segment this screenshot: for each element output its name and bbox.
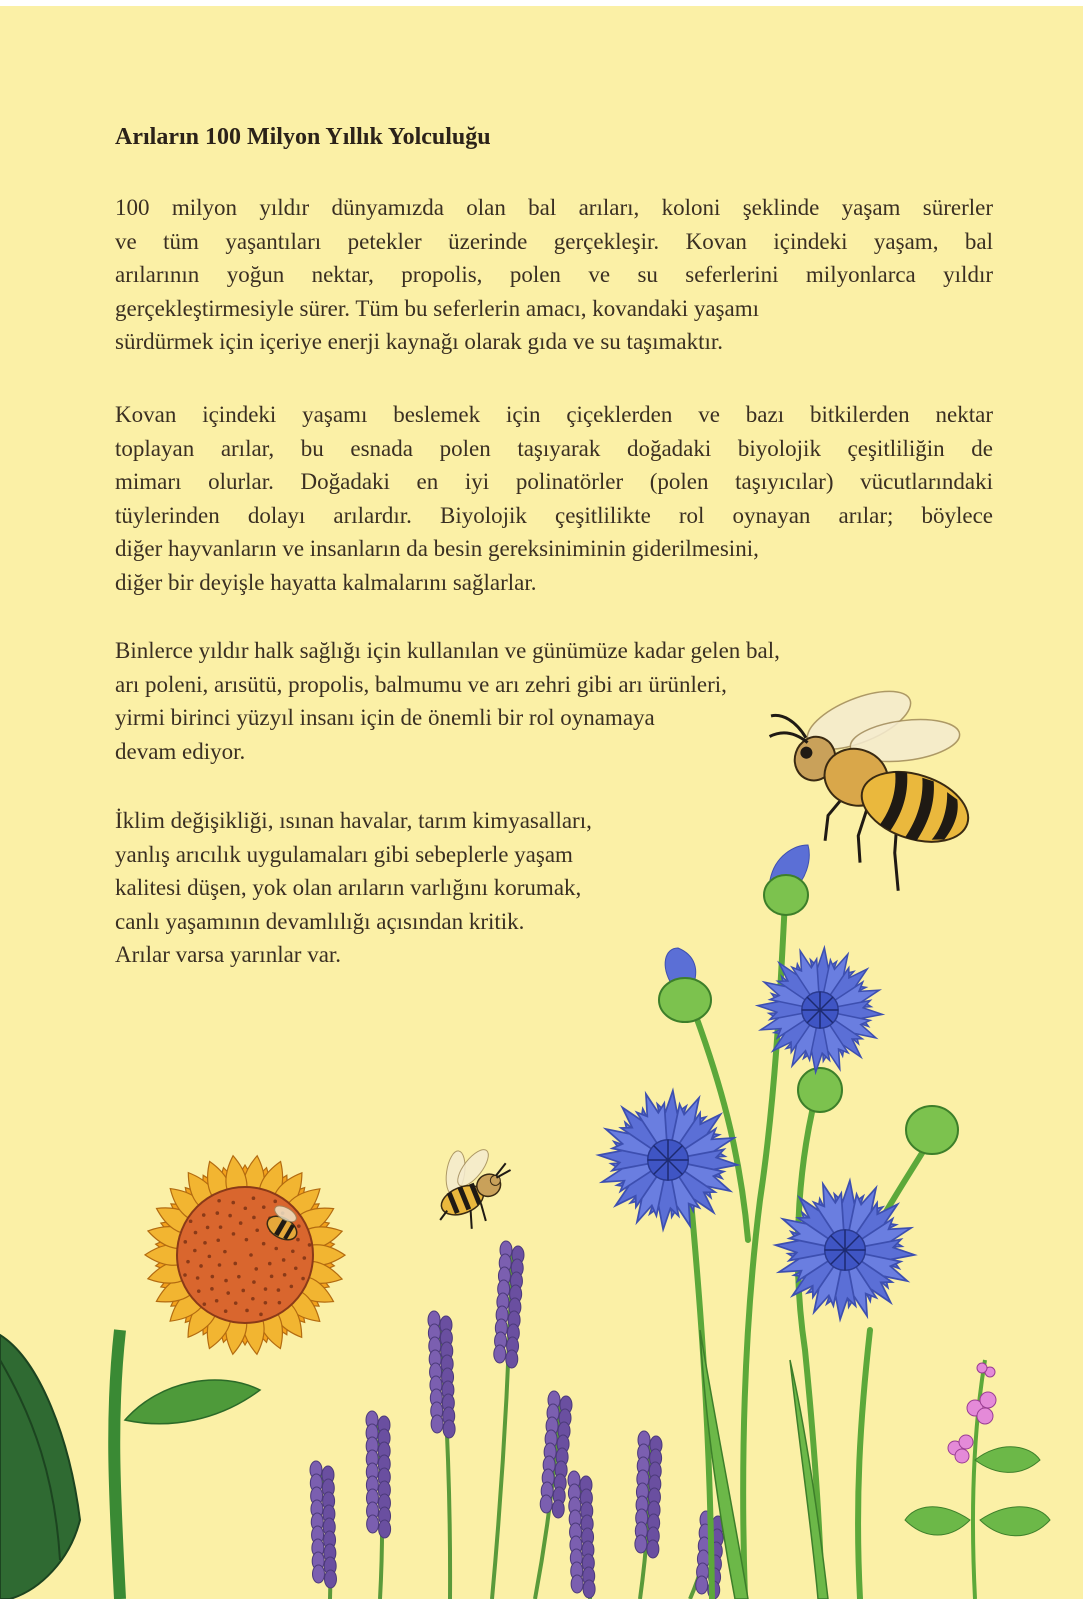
- text-line: gerçekleştirmesiyle sürer. Tüm bu seferlerin amacı, kovandaki yaşamı: [115, 295, 759, 321]
- paragraph-2: [115, 398, 993, 599]
- text-line: yirmi birinci yüzyıl insanı için de önemli bir rol oynamaya: [115, 705, 655, 730]
- text-line: toplayan arılar, bu esnada polen taşıyarak doğadaki biyolojik çeşitliliğin de: [115, 435, 993, 461]
- text-line: diğer hayvanların ve insanların da besin gereksiniminin giderilmesini,: [115, 536, 759, 561]
- text-line: 100 milyon yıldır dünyamızda olan bal arıları, koloni şeklinde yaşam sürerler: [115, 195, 993, 220]
- lavender-icon: [310, 1241, 724, 1599]
- text-line: sürdürmek için içeriye enerji kaynağı olarak gıda ve su taşımaktır.: [115, 329, 724, 354]
- paragraph-1: [115, 191, 993, 359]
- text-line: devam ediyor.: [115, 738, 246, 764]
- text-line: arılarının yoğun nektar, propolis, polen ve su seferlerini milyonlarca yıldır: [115, 262, 993, 287]
- cornflower-icon: [597, 947, 915, 1321]
- page-title: Arıların 100 Milyon Yıllık Yolculuğu: [115, 124, 491, 150]
- paragraph-3: [115, 634, 935, 768]
- pink-wildflower-icon: [905, 1360, 1050, 1599]
- sunflower-icon: [145, 1154, 345, 1355]
- text-line: tüylerinden dolayı arılardır. Biyolojik çeşitlilikte rol oynayan arılar; böylece: [115, 502, 993, 528]
- text-line: Binlerce yıldır halk sağlığı için kullanılan ve günümüze kadar gelen bal,: [115, 638, 780, 663]
- text-line: diğer bir deyişle hayatta kalmalarını sağlarlar.: [115, 569, 537, 595]
- text-line: İklim değişikliği, ısınan havalar, tarım kimyasalları,: [115, 808, 592, 833]
- paragraph-4: [115, 804, 735, 972]
- text-line: ve tüm yaşantıları petekler üzerinde gerçekleşir. Kovan içindeki yaşam, bal: [115, 228, 993, 254]
- text-line: yanlış arıcılık uygulamaları gibi sebeplerle yaşam: [115, 841, 573, 867]
- text-line: mimarı olurlar. Doğadaki en iyi polinatörler (polen taşıyıcılar) vücutlarındaki: [115, 469, 993, 494]
- text-line: Kovan içindeki yaşamı beslemek için çiçeklerden ve bazı bitkilerden nektar: [115, 402, 993, 427]
- text-line: canlı yaşamının devamlılığı açısından kritik.: [115, 908, 525, 934]
- text-line: arı poleni, arısütü, propolis, balmumu ve arı zehri gibi arı ürünleri,: [115, 671, 727, 697]
- text-line: Arılar varsa yarınlar var.: [115, 942, 342, 967]
- honeybee-small-icon: [417, 1131, 525, 1238]
- green-leaf-icon: [0, 1335, 80, 1599]
- text-line: kalitesi düşen, yok olan arıların varlığını korumak,: [115, 875, 582, 900]
